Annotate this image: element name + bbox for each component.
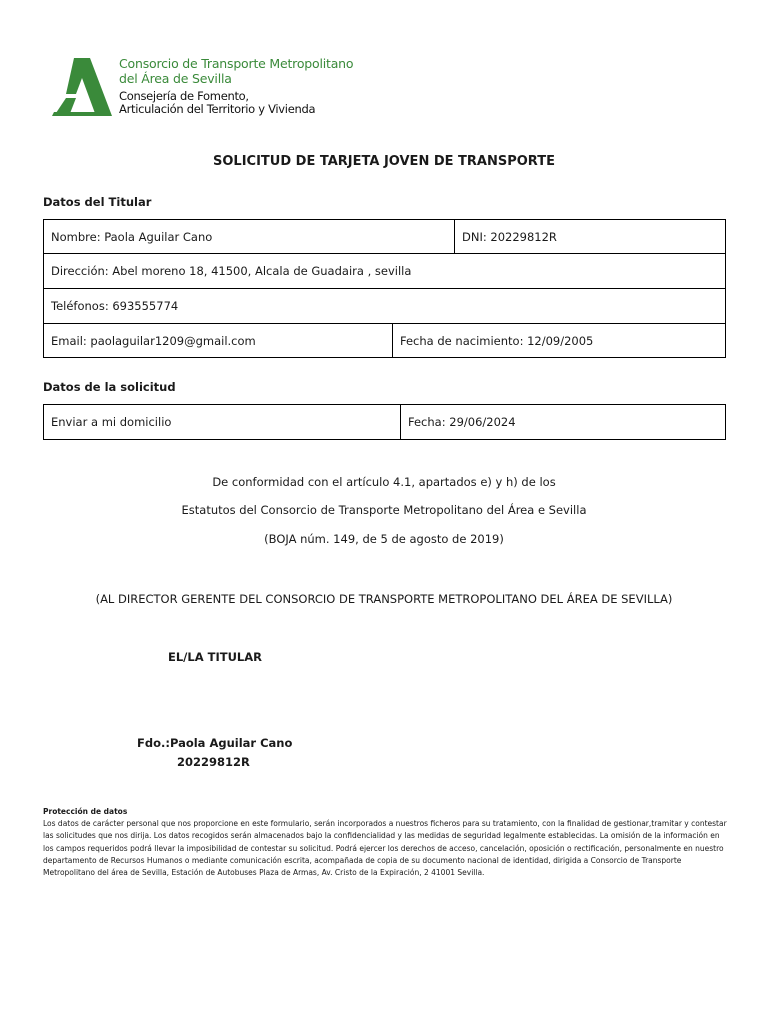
- titular-heading: Datos del Titular: [43, 195, 152, 209]
- direccion-table: [43, 253, 726, 289]
- logo-line-3: Consejería de Fomento,: [119, 89, 249, 103]
- logo-line-2: del Área de Sevilla: [119, 71, 232, 86]
- dni-cell: DNI: 20229812R: [455, 220, 726, 254]
- titular-table: [43, 219, 726, 254]
- document-title: SOLICITUD DE TARJETA JOVEN DE TRANSPORTE: [213, 154, 555, 169]
- junta-logo-icon: [52, 56, 112, 118]
- nombre-cell: Nombre: Paola Aguilar Cano: [44, 220, 455, 254]
- envio-cell: Enviar a mi domicilio: [44, 405, 401, 440]
- direccion-cell: Dirección: Abel moreno 18, 41500, Alcala de Guadaira , sevilla: [44, 254, 726, 289]
- telefonos-cell: Teléfonos: 693555774: [44, 289, 726, 324]
- logo-line-1: Consorcio de Transporte Metropolitano: [119, 56, 354, 71]
- solicitud-table: [43, 404, 726, 440]
- signature-dni: 20229812R: [177, 755, 250, 769]
- email-cell: Email: paolaguilar1209@gmail.com: [44, 324, 393, 358]
- proteccion-text: Los datos de carácter personal que nos proporcione en este formulario, serán incorporados a nuestros ficheros para su tratamiento, con la finalidad de gestionar,tramitar y contestar las solicitudes que nos dirija. Los datos recogidos serán almacenados bajo la confidencialidad y las medidas de seguridad legalmente establecidas. La omisión de la información en los campos requeridos podrá llevar la imposibilidad de contestar su solicitud. Podrá ejercer los derechos de acceso, cancelación, oposición o rectificación, personalmente en nuestro departamento de Recursos Humanos o mediante comunicación escrita, acompañada de copia de su documento nacional de identidad, dirigida a Consorcio de Transporte Metropolitano del área de Sevilla, Estación de Autobuses Plaza de Armas, Av. Cristo de la Expiración, 2 41001 Sevilla.: [43, 819, 727, 878]
- solicitud-heading: Datos de la solicitud: [43, 380, 176, 394]
- addressee: (AL DIRECTOR GERENTE DEL CONSORCIO DE TRANSPORTE METROPOLITANO DEL ÁREA DE SEVILLA): [95, 592, 673, 606]
- email-table: [43, 323, 726, 358]
- legal-line-1: De conformidad con el artículo 4.1, apartados e) y h) de los: [212, 475, 556, 489]
- signature-name: Fdo.:Paola Aguilar Cano: [137, 736, 293, 750]
- fecha-cell: Fecha: 29/06/2024: [401, 405, 726, 440]
- logo-line-4: Articulación del Territorio y Vivienda: [119, 102, 316, 116]
- legal-line-2: Estatutos del Consorcio de Transporte Metropolitano del Área e Sevilla: [181, 503, 587, 517]
- signature-label: EL/LA TITULAR: [168, 650, 263, 664]
- proteccion-heading: Protección de datos: [43, 807, 128, 816]
- logo-text: [119, 56, 353, 116]
- legal-line-3: (BOJA núm. 149, de 5 de agosto de 2019): [264, 532, 504, 546]
- telefonos-table: [43, 288, 726, 324]
- fecha-nacimiento-cell: Fecha de nacimiento: 12/09/2005: [393, 324, 726, 358]
